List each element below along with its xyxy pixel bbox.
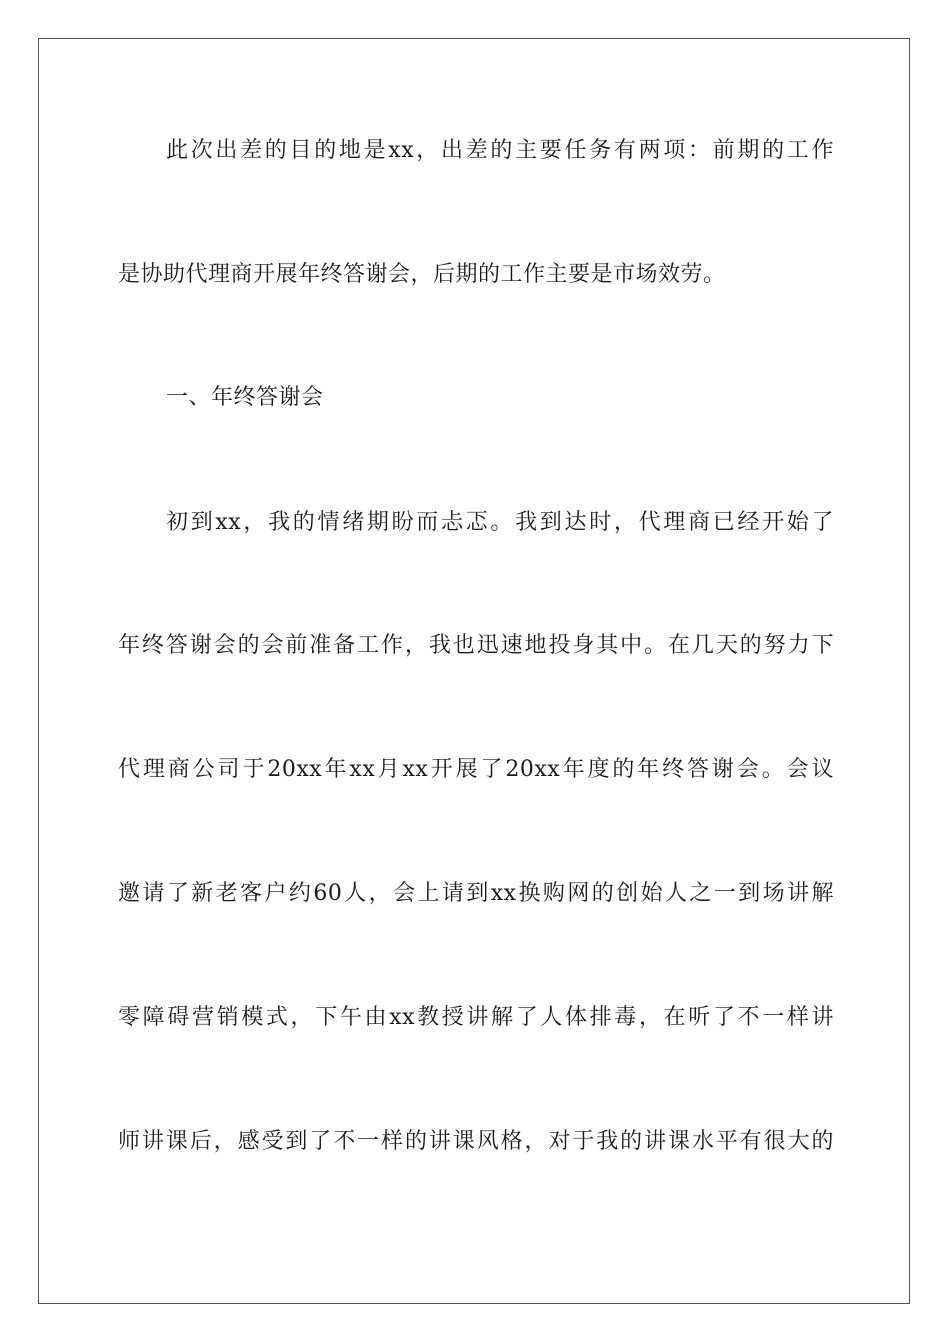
paragraph-line: 此次出差的目的地是xx，出差的主要任务有两项：前期的工作 xyxy=(166,138,834,163)
paragraph-line: 零障碍营销模式，下午由xx教授讲解了人体排毒，在听了不一样讲 xyxy=(118,1005,834,1030)
section-heading: 一、年终答谢会 xyxy=(166,385,324,410)
paragraph-line: 师讲课后，感受到了不一样的讲课风格，对于我的讲课水平有很大的 xyxy=(118,1129,834,1154)
page-border xyxy=(38,38,910,1304)
paragraph-line: 年终答谢会的会前准备工作，我也迅速地投身其中。在几天的努力下 xyxy=(118,633,834,658)
paragraph-line: 代理商公司于20xx年xx月xx开展了20xx年度的年终答谢会。会议 xyxy=(118,757,834,782)
paragraph-line: 邀请了新老客户约60人，会上请到xx换购网的创始人之一到场讲解 xyxy=(118,881,834,906)
paragraph-line: 初到xx，我的情绪期盼而忐忑。我到达时，代理商已经开始了 xyxy=(166,510,834,535)
paragraph-line: 是协助代理商开展年终答谢会，后期的工作主要是市场效劳。 xyxy=(118,262,726,287)
